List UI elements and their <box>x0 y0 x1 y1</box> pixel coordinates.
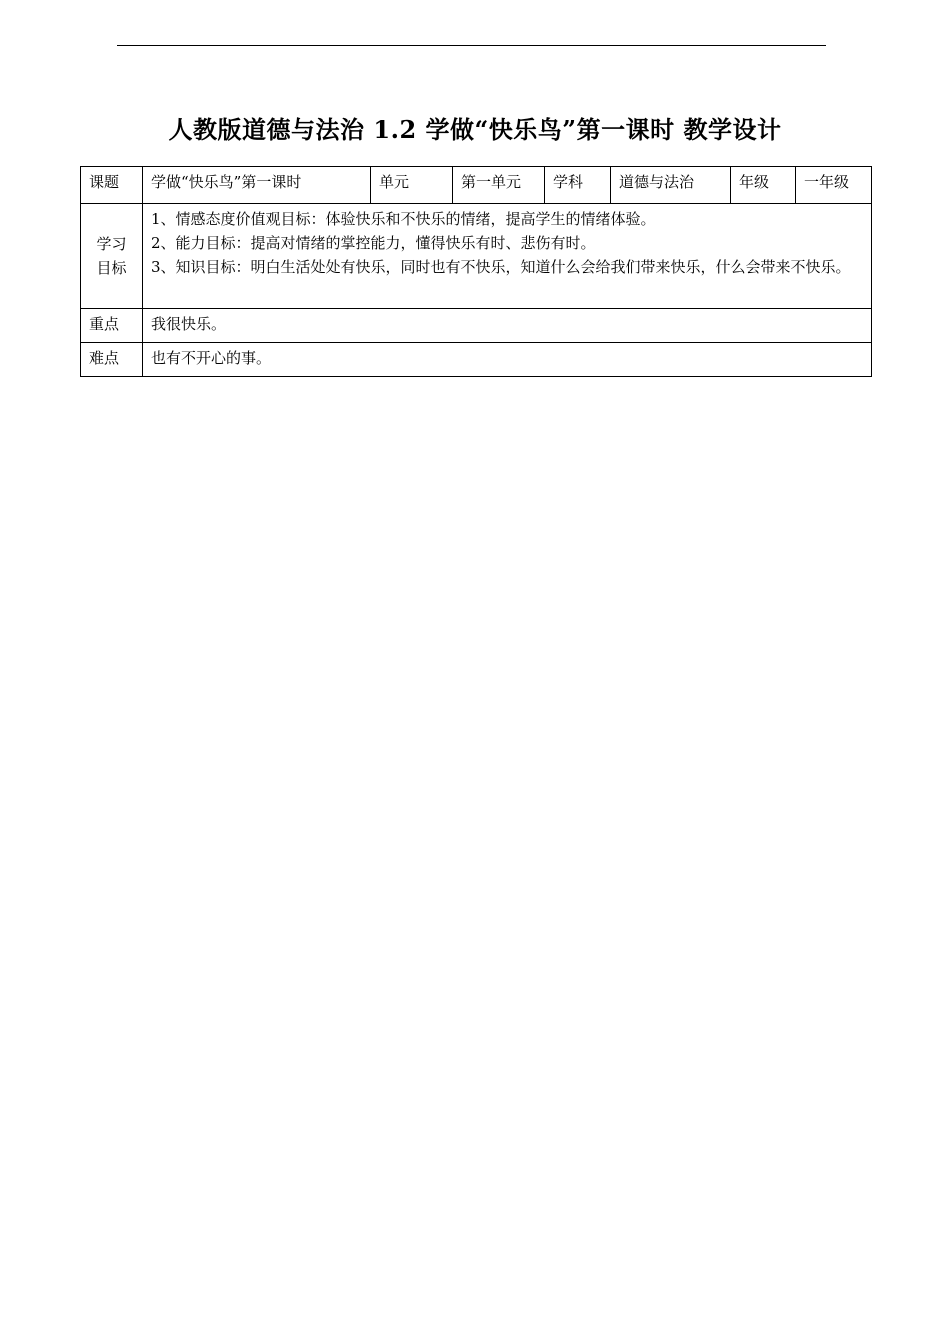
difficulty-label: 难点 <box>81 343 143 377</box>
objective-item-ability: 2、能力目标：提高对情绪的掌控能力，懂得快乐有时、悲伤有时。 <box>151 234 596 252</box>
objectives-content <box>143 204 872 309</box>
focus-label: 重点 <box>81 309 143 343</box>
difficulty-row <box>81 343 872 377</box>
objectives-row <box>81 204 872 309</box>
unit-label: 单元 <box>371 167 453 204</box>
info-row <box>81 167 872 204</box>
document-title: 人教版道德与法治 1.2 学做“快乐鸟”第一课时 教学设计 <box>168 115 782 144</box>
header-rule <box>117 45 826 46</box>
objectives-label-line2: 目标 <box>96 259 127 277</box>
subject-label: 学科 <box>545 167 611 204</box>
objectives-label <box>81 204 143 309</box>
topic-value: 学做“快乐鸟”第一课时 <box>143 167 371 204</box>
grade-label: 年级 <box>731 167 796 204</box>
objective-item-knowledge: 3、知识目标：明白生活处处有快乐，同时也有不快乐，知道什么会给我们带来快乐，什么会带来不快乐。 <box>151 258 851 276</box>
objectives-label-line1: 学习 <box>96 235 127 253</box>
grade-value: 一年级 <box>796 167 872 204</box>
subject-value: 道德与法治 <box>611 167 731 204</box>
focus-value: 我很快乐。 <box>143 309 872 343</box>
objective-item-emotion: 1、情感态度价值观目标：体验快乐和不快乐的情绪，提高学生的情绪体验。 <box>151 210 656 228</box>
focus-row <box>81 309 872 343</box>
unit-value: 第一单元 <box>453 167 545 204</box>
difficulty-value: 也有不开心的事。 <box>143 343 872 377</box>
topic-label: 课题 <box>81 167 143 204</box>
lesson-plan-table <box>80 166 872 377</box>
